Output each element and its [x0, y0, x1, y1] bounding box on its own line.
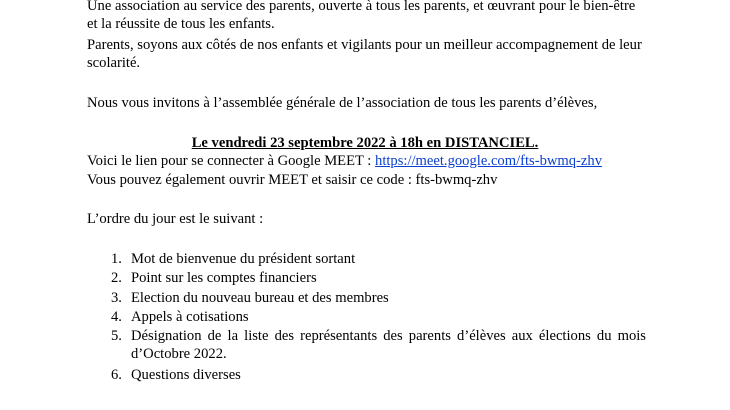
agenda-heading: L’ordre du jour est le suivant : — [87, 211, 264, 227]
intro-line-2: et la réussite de tous les enfants. — [87, 16, 275, 32]
agenda-item: Election du nouveau bureau et des membres — [131, 290, 389, 306]
intro-line-4: scolarité. — [87, 55, 141, 71]
agenda-item: Questions diverses — [131, 367, 241, 383]
agenda-item: Désignation de la liste des représentants des parents d’élèves aux élections du mois — [131, 328, 646, 344]
agenda-item: Appels à cotisations — [131, 309, 249, 325]
agenda-item: Point sur les comptes financiers — [131, 270, 317, 286]
meet-link[interactable]: https://meet.google.com/fts-bwmq-zhv — [375, 153, 602, 169]
intro-line-1: Une association au service des parents, ouverte à tous les parents, et œuvrant pour le bien-être — [87, 0, 636, 14]
agenda-number: 6. — [111, 367, 122, 383]
agenda-number: 5. — [111, 328, 122, 344]
agenda-number: 1. — [111, 251, 122, 267]
agenda-item: Mot de bienvenue du président sortant — [131, 251, 356, 267]
agenda-number: 2. — [111, 270, 122, 286]
agenda-number: 3. — [111, 290, 122, 306]
agenda-number: 4. — [111, 309, 122, 325]
agenda-item-continuation: d’Octobre 2022. — [131, 346, 227, 362]
intro-line-3: Parents, soyons aux côtés de nos enfants et vigilants pour un meilleur accompagnement de leur — [87, 37, 642, 53]
meeting-date: Le vendredi 23 septembre 2022 à 18h en DISTANCIEL. — [191, 135, 539, 151]
meet-code-line: Vous pouvez également ouvrir MEET et saisir ce code : fts-bwmq-zhv — [87, 172, 498, 188]
invitation-text: Nous vous invitons à l’assemblée générale de l’association de tous les parents d’élèves, — [87, 95, 598, 111]
meet-link-line — [87, 152, 602, 170]
meet-link-prefix: Voici le lien pour se connecter à Google MEET : — [87, 153, 376, 169]
